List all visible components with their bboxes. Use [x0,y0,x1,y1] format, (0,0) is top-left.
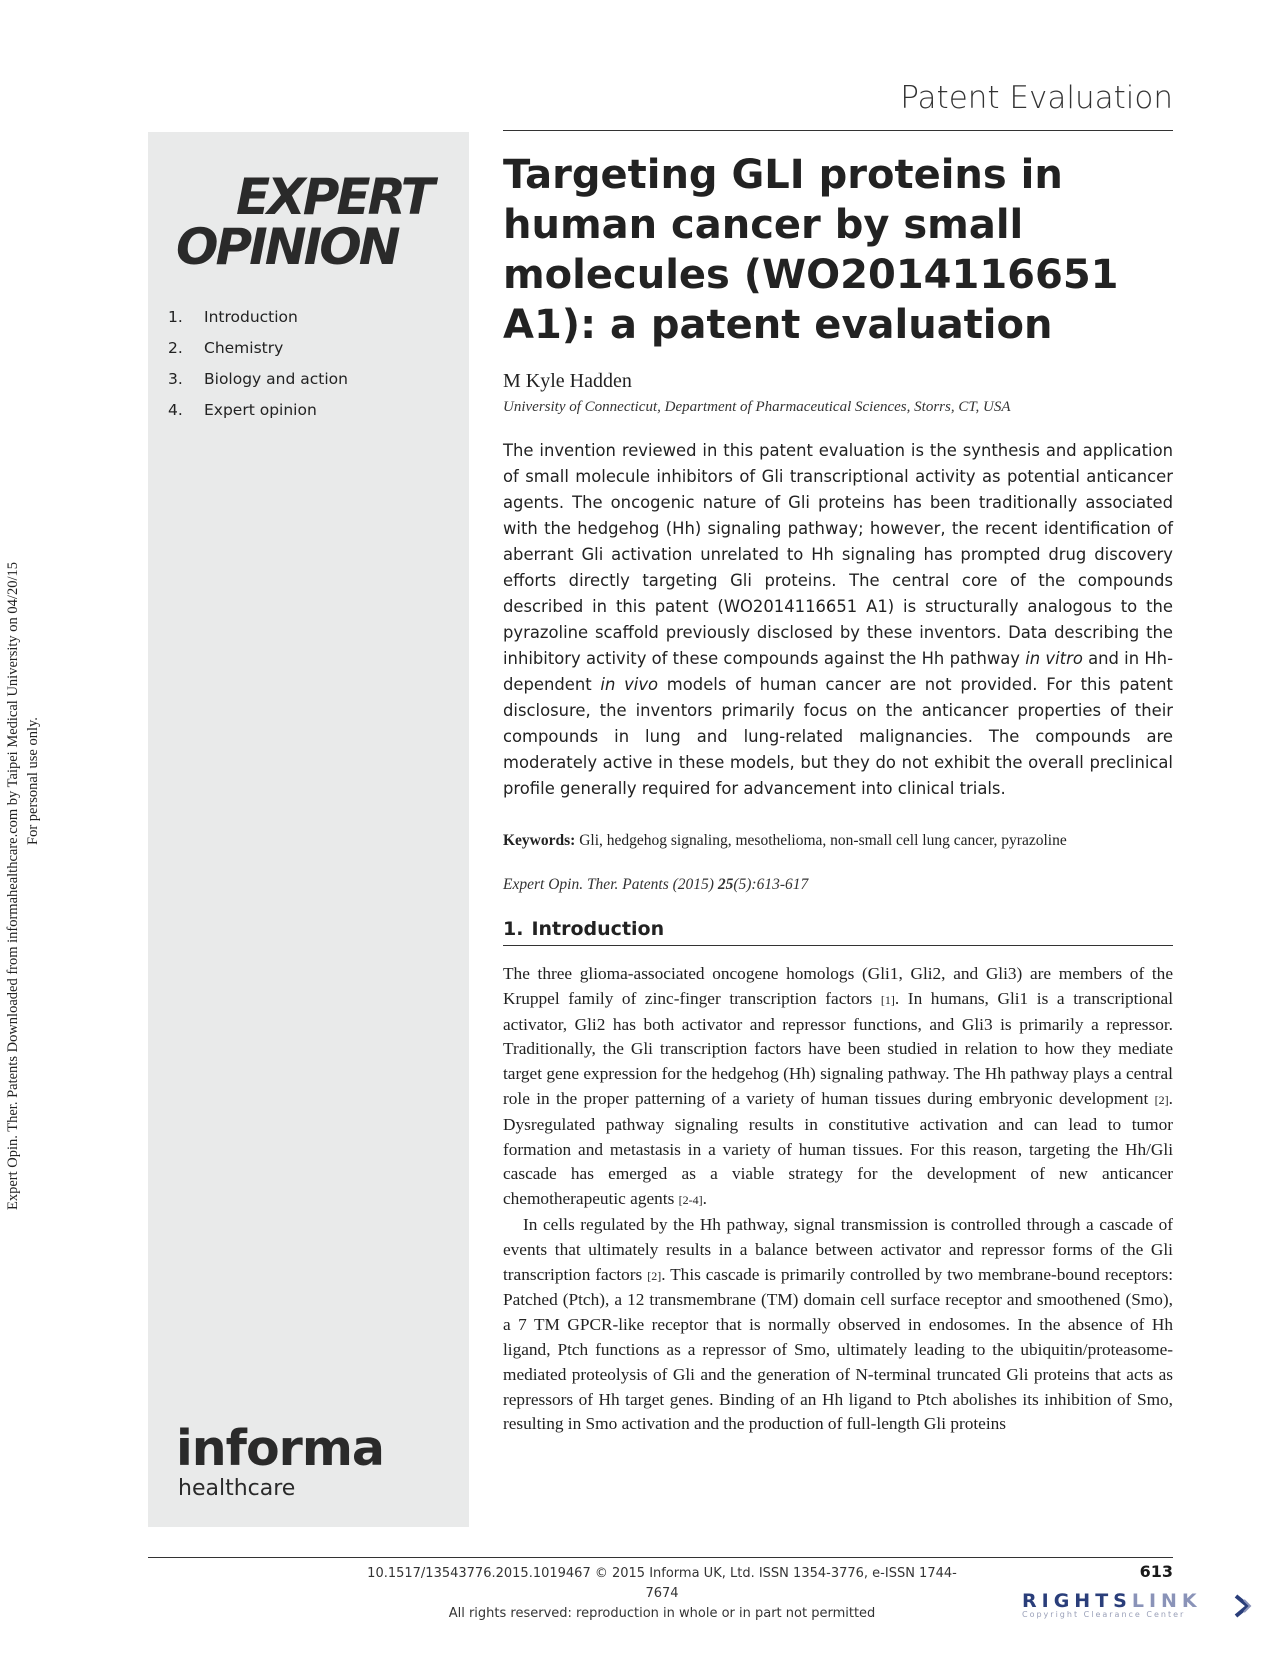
expert-opinion-logo [176,168,436,276]
rightslink-logo[interactable] [1022,1590,1254,1626]
reference-link[interactable]: [2] [1154,1092,1169,1107]
toc-item-chemistry[interactable]: 2. Chemistry [168,339,284,357]
sidebar [148,132,469,1527]
toc-item-biology[interactable]: 3. Biology and action [168,370,348,388]
table-of-contents [168,302,348,426]
rightslink-a: RIGHTS [1022,1590,1132,1612]
header-rule [503,130,1173,131]
page-number: 613 [1139,1562,1173,1581]
download-watermark [5,450,55,1210]
section-heading-introduction: 1. Introduction [503,918,1173,946]
doi-line: 10.1517/13543776.2015.1019467 © 2015 Informa UK, Ltd. ISSN 1354-3776, e-ISSN 1744-7674 [367,1566,957,1601]
logo-line-1: EXPERT [236,168,432,226]
logo-line-2: OPINION [176,218,398,276]
keywords: Keywords: Gli, hedgehog signaling, mesothelioma, non-small cell lung cancer, pyrazoline [503,832,1067,849]
toc-item-introduction[interactable]: 1. Introduction [168,308,298,326]
article [503,150,1173,1437]
publisher-sub: healthcare [178,1476,296,1501]
toc-item-expert-opinion[interactable]: 4. Expert opinion [168,401,317,419]
article-title: Targeting GLI proteins in human cancer by small molecules (WO2014116651 A1): a patent evaluation [503,152,1119,348]
introduction-body [503,962,1173,1437]
abstract: The invention reviewed in this patent evaluation is the synthesis and application of small molecule inhibitors of Gli transcriptional activity as potential anticancer agents. The oncogenic nature of Gli proteins has been traditionally associated with the hedgehog (Hh) signaling pathway; however, the recent identification of aberrant Gli activation unrelated to Hh signaling has prompted drug discovery efforts directly targeting Gli proteins. The central core of the compounds described in this patent (WO2014116651 A1) is structurally analogous to the pyrazoline scaffold previously disclosed by these inventors. Data describing the inhibitory activity of these compounds against the Hh pathway in vitro and in Hh-dependent in vivo models of human cancer are not provided. For this patent disclosure, the inventors primarily focus on the anticancer properties of their compounds in lung and lung-related malignancies. The compounds are moderately active in these models, but they do not exhibit the overall preclinical profile generally required for advancement into clinical trials. [503,441,1173,798]
reference-link[interactable]: [2-4] [678,1193,703,1208]
publisher-logo [176,1422,384,1502]
rights-line: All rights reserved: reproduction in whole or in part not permitted [448,1606,876,1621]
rightslink-b: LINK [1131,1590,1202,1612]
paragraph: In cells regulated by the Hh pathway, signal transmission is controlled through a cascade of events that ultimately results in a balance between activator and repressor forms of the Gli transcription factors [2]. This cascade is primarily controlled by two membrane-bound receptors: Patched (Ptch), a 12 transmembrane (TM) domain cell surface receptor and smoothened (Smo), a 7 TM GPCR-like receptor that is normally observed in endosomes. In the absence of Hh ligand, Ptch functions as a repressor of Smo, ultimately leading to the ubiquitin/proteasome-mediated proteolysis of Gli and the generation of N-terminal truncated Gli proteins that acts as repressors of Hh target genes. Binding of an Hh ligand to Ptch abolishes its inhibition of Smo, resulting in Smo activation and the production of full-length Gli proteins [503,1214,1173,1434]
author: M Kyle Hadden [503,370,632,392]
reference-link[interactable]: [1] [880,992,895,1007]
footer-rule [148,1557,1173,1558]
watermark-line-2: For personal use only. [25,717,41,845]
watermark-line-1: Expert Opin. Ther. Patents Downloaded from informahealthcare.com by Taipei Medical University on 04/20/15 [5,562,21,1210]
reference-link[interactable]: [2] [647,1268,662,1283]
publisher-brand: informa [176,1420,384,1477]
chevron-right-icon [1232,1594,1254,1618]
footer-doi [357,1564,967,1624]
affiliation: University of Connecticut, Department of Pharmaceutical Sciences, Storrs, CT, USA [503,399,1011,415]
paragraph: The three glioma-associated oncogene homologs (Gli1, Gli2, and Gli3) are members of the Kruppel family of zinc-finger transcription factors [1]. In humans, Gli1 is a transcriptional activator, Gli2 has both activator and repressor functions, and Gli3 is primarily a repressor. Traditionally, the Gli transcription factors have been studied in relation to how they mediate target gene expression for the hedgehog (Hh) signaling pathway. The Hh pathway plays a central role in the proper patterning of a variety of human tissues during embryonic development [2]. Dysregulated pathway signaling results in constitutive activation and can lead to tumor formation and metastasis in a variety of human tissues. For this reason, targeting the Hh/Gli cascade has emerged as a viable strategy for the development of new anticancer chemotherapeutic agents [2-4]. [503,964,1174,1209]
section-label: Patent Evaluation [900,80,1173,116]
citation: Expert Opin. Ther. Patents (2015) 25(5):613-617 [503,876,809,893]
rightslink-sub: Copyright Clearance Center [1022,1610,1186,1619]
